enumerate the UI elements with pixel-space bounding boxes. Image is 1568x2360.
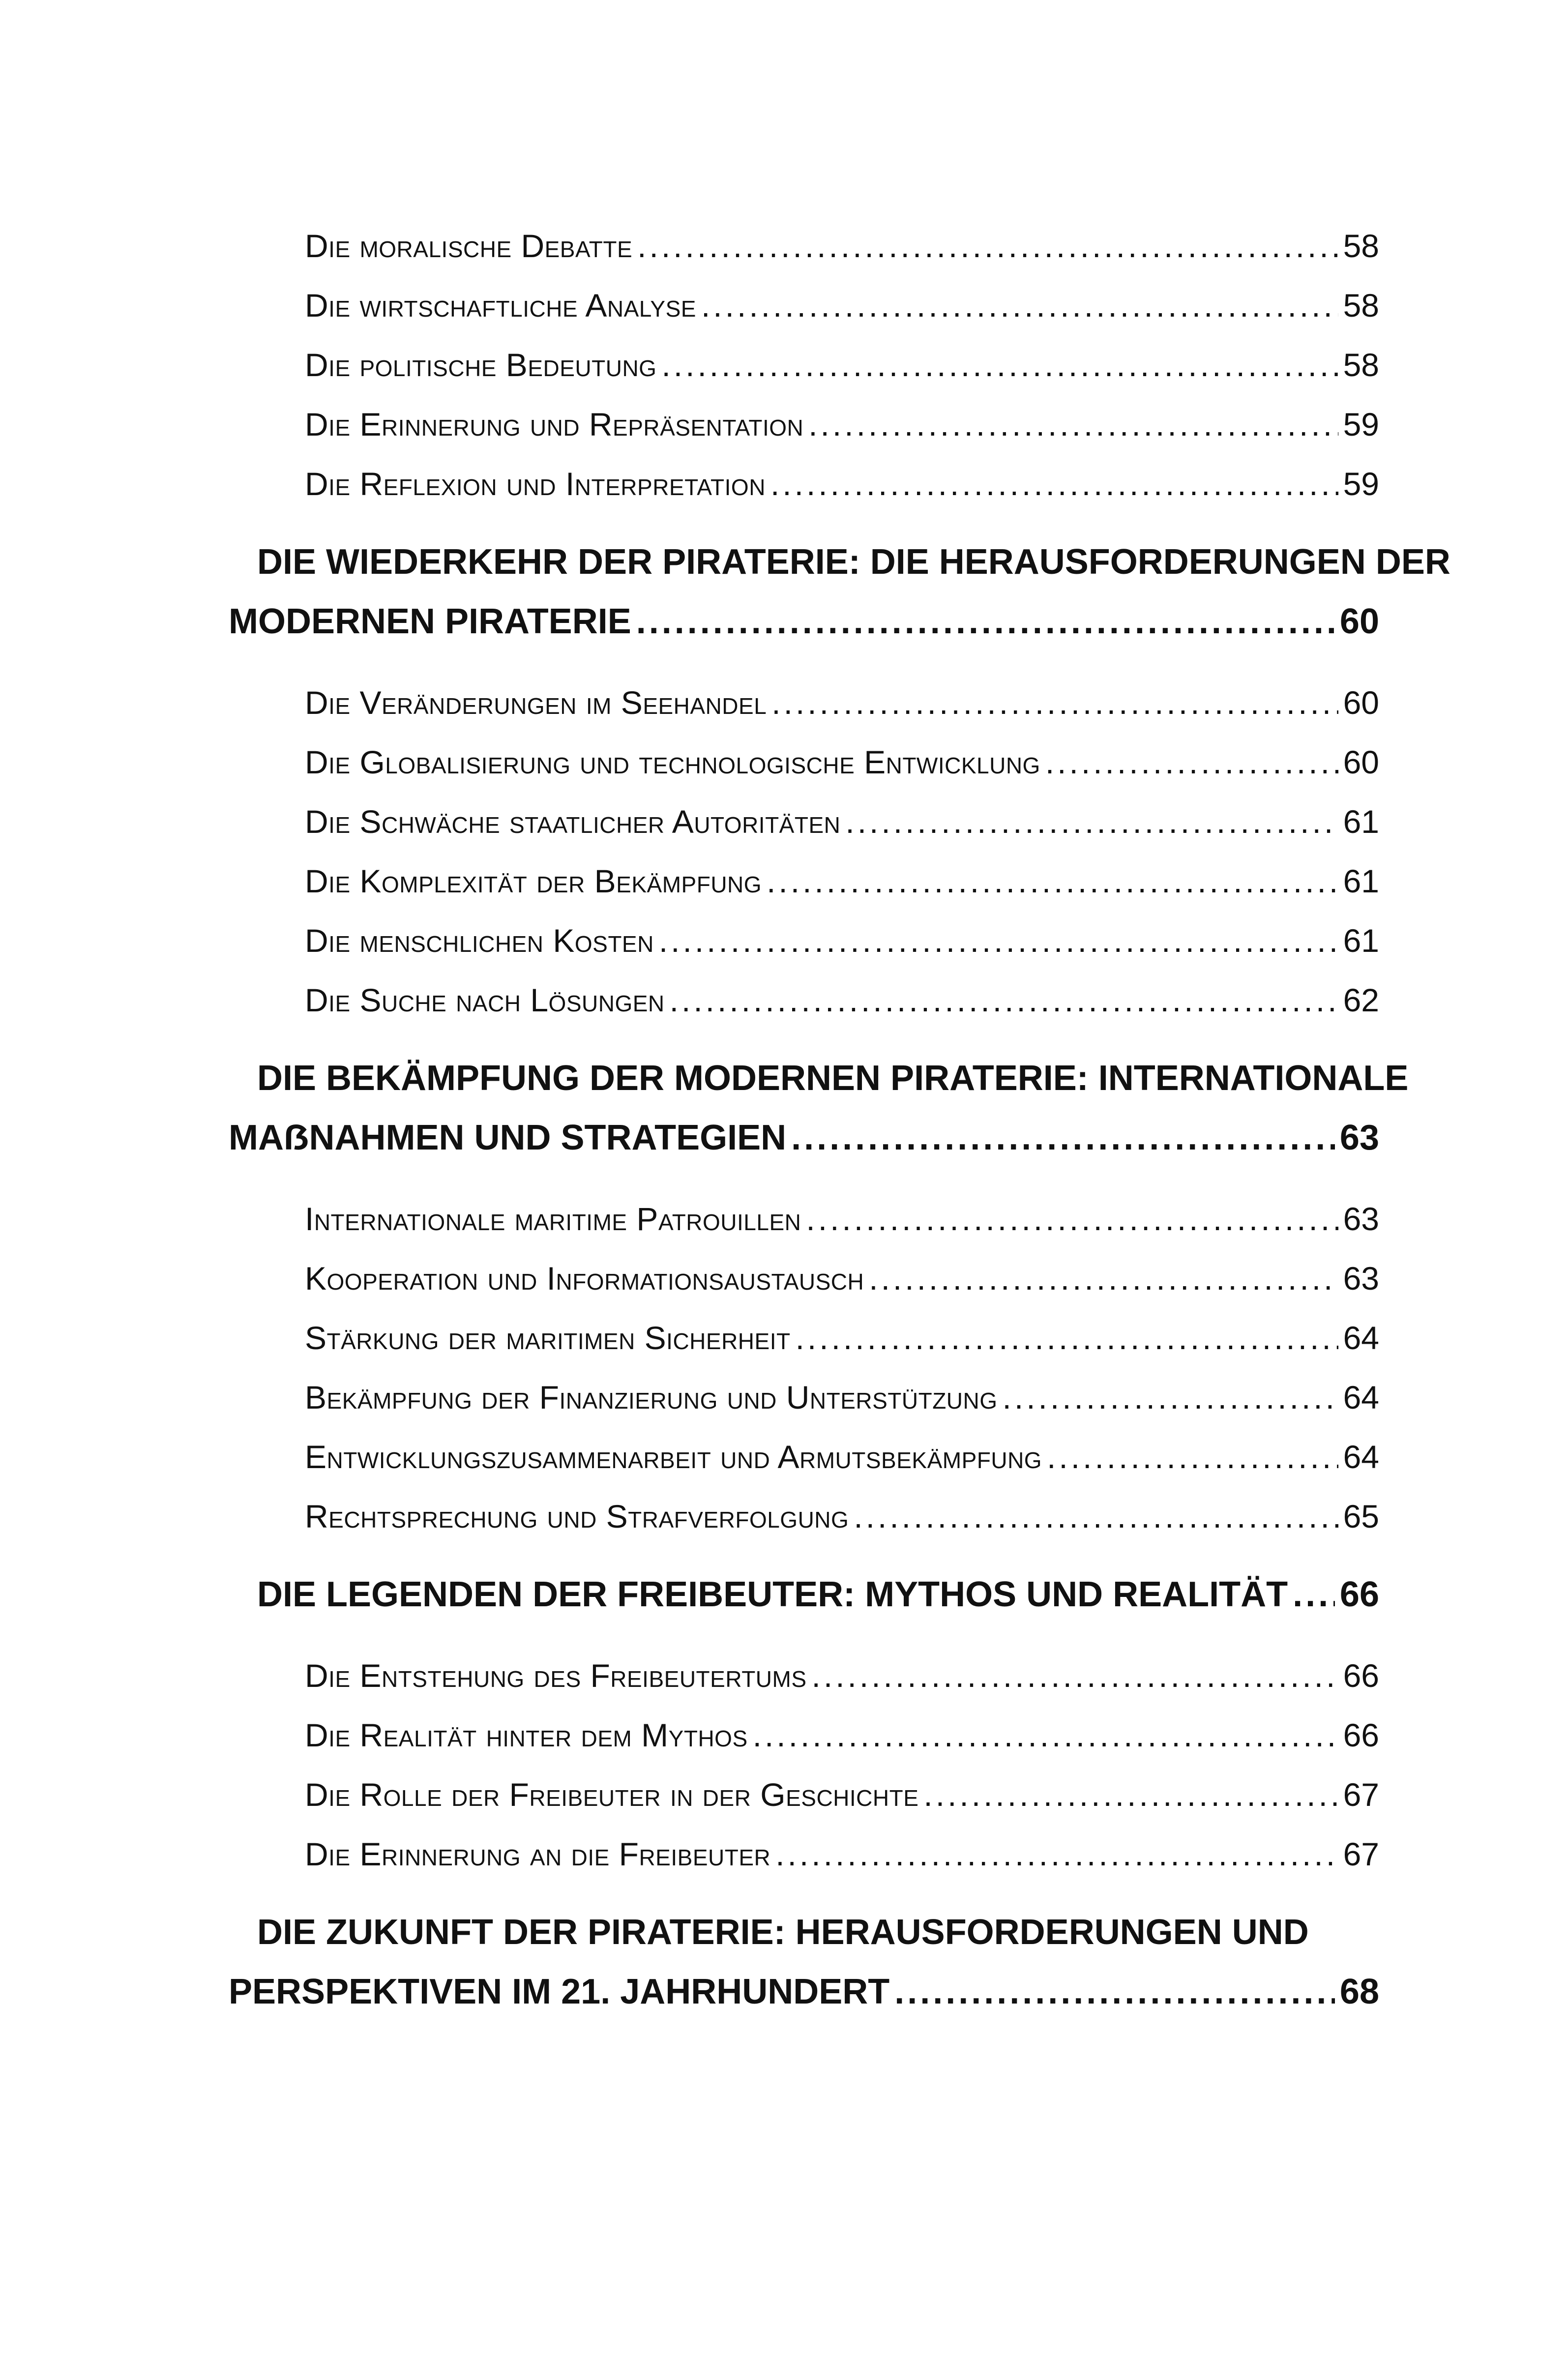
toc-entry-page: 58 <box>1343 347 1379 383</box>
dot-leader <box>636 592 1335 651</box>
toc-section-group <box>229 1189 1379 1546</box>
toc-entry-page: 59 <box>1343 406 1379 442</box>
toc-entry[interactable] <box>229 335 1379 395</box>
toc-chapter-entry[interactable] <box>229 1903 1379 2022</box>
toc-chapter-title-row <box>229 1108 1379 1168</box>
toc-entry-page: 67 <box>1343 1836 1379 1872</box>
toc-chapter-page: 60 <box>1339 602 1379 641</box>
toc-chapter-entry[interactable] <box>229 1049 1409 1168</box>
toc-entry[interactable] <box>229 1487 1379 1546</box>
toc-entry-title: Die menschlichen Kosten <box>305 922 654 959</box>
toc-chapter-title-line2: MAẞNAHMEN UND STRATEGIEN <box>229 1118 787 1157</box>
toc-entry-title: Die Schwäche staatlicher Autoritäten <box>305 803 841 840</box>
toc-chapter-page: 63 <box>1339 1118 1379 1157</box>
toc-entry[interactable] <box>229 1427 1379 1487</box>
toc-entry[interactable] <box>229 673 1379 733</box>
dot-leader <box>796 1308 1338 1368</box>
dot-leader <box>812 1646 1338 1706</box>
dot-leader <box>661 335 1338 395</box>
toc-entry-page: 64 <box>1343 1320 1379 1356</box>
dot-leader <box>845 792 1338 852</box>
dot-leader <box>670 971 1338 1030</box>
toc-chapter-title-line2: PERSPEKTIVEN IM 21. JAHRHUNDERT <box>229 1972 890 2011</box>
toc-entry[interactable] <box>229 454 1379 514</box>
dot-leader <box>923 1765 1338 1825</box>
toc-entry[interactable] <box>229 911 1379 971</box>
dot-leader <box>775 1825 1338 1884</box>
dot-leader <box>1047 1427 1338 1487</box>
toc-entry[interactable] <box>229 971 1379 1030</box>
dot-leader <box>894 1962 1335 2022</box>
toc-entry-title: Kooperation und Informationsaustausch <box>305 1260 864 1297</box>
toc-entry[interactable] <box>229 216 1379 276</box>
toc-entry[interactable] <box>229 852 1379 911</box>
dot-leader <box>869 1249 1338 1308</box>
toc-entry-title: Die Globalisierung und technologische Entwicklung <box>305 744 1040 780</box>
dot-leader <box>659 911 1338 971</box>
toc-entry-title: Rechtsprechung und Strafverfolgung <box>305 1498 849 1534</box>
toc-entry[interactable] <box>229 1368 1379 1427</box>
toc-entry[interactable] <box>229 792 1379 852</box>
toc-entry-title: Die Veränderungen im Seehandel <box>305 684 767 721</box>
toc-entry-page: 66 <box>1343 1657 1379 1694</box>
dot-leader <box>770 454 1338 514</box>
toc-chapter-title-row <box>229 1962 1379 2022</box>
dot-leader <box>1293 1565 1335 1624</box>
toc-entry-page: 64 <box>1343 1439 1379 1475</box>
toc-entry-title: Die Komplexität der Bekämpfung <box>305 863 762 899</box>
dot-leader <box>701 276 1338 335</box>
toc-entry[interactable] <box>229 733 1379 792</box>
dot-leader <box>806 1189 1338 1249</box>
dot-leader <box>637 216 1338 276</box>
toc-entry-page: 64 <box>1343 1379 1379 1416</box>
toc-entry-title: Die Rolle der Freibeuter in der Geschichte <box>305 1776 919 1813</box>
toc-chapter-title-line1: DIE BEKÄMPFUNG DER MODERNEN PIRATERIE: INTERNATIONALE <box>257 1059 1409 1098</box>
toc-chapter-title-line1: DIE ZUKUNFT DER PIRATERIE: HERAUSFORDERUNGEN UND <box>257 1913 1309 1952</box>
toc-entry-title: Stärkung der maritimen Sicherheit <box>305 1320 791 1356</box>
dot-leader <box>854 1487 1338 1546</box>
toc-entry-page: 66 <box>1343 1717 1379 1753</box>
toc-entry-page: 61 <box>1343 803 1379 840</box>
dot-leader <box>753 1706 1338 1765</box>
dot-leader <box>1003 1368 1338 1427</box>
toc-entry-title: Die Erinnerung an die Freibeuter <box>305 1836 771 1872</box>
toc-section-group <box>229 673 1379 1030</box>
toc-chapter-page: 66 <box>1339 1575 1379 1614</box>
toc-entry[interactable] <box>229 1825 1379 1884</box>
toc-entry[interactable] <box>229 1706 1379 1765</box>
toc-section-group <box>229 1646 1379 1884</box>
toc-entry-title: Entwicklungszusammenarbeit und Armutsbekämpfung <box>305 1439 1042 1475</box>
toc-entry-page: 63 <box>1343 1260 1379 1297</box>
toc-entry-title: Bekämpfung der Finanzierung und Unterstützung <box>305 1379 998 1416</box>
toc-chapter-page: 68 <box>1339 1972 1379 2011</box>
toc-chapter-title-row <box>229 1565 1379 1624</box>
toc-entry-page: 61 <box>1343 922 1379 959</box>
toc-section-group <box>229 216 1379 514</box>
toc-entry[interactable] <box>229 1308 1379 1368</box>
dot-leader <box>1045 733 1338 792</box>
toc-chapter-title-line1: DIE WIEDERKEHR DER PIRATERIE: DIE HERAUSFORDERUNGEN DER <box>257 542 1450 582</box>
toc-entry[interactable] <box>229 1249 1379 1308</box>
toc-entry-title: Internationale maritime Patrouillen <box>305 1201 801 1237</box>
toc-entry-page: 58 <box>1343 287 1379 324</box>
toc-entry[interactable] <box>229 276 1379 335</box>
toc-entry-title: Die Reflexion und Interpretation <box>305 466 766 502</box>
toc-entry-page: 67 <box>1343 1776 1379 1813</box>
toc-entry-page: 60 <box>1343 684 1379 721</box>
toc-entry-title: Die wirtschaftliche Analyse <box>305 287 696 324</box>
toc-entry-page: 62 <box>1343 982 1379 1018</box>
toc-chapter-entry[interactable] <box>229 1565 1379 1624</box>
toc-entry-title: Die Erinnerung und Repräsentation <box>305 406 804 442</box>
toc-chapter-title-line2: MODERNEN PIRATERIE <box>229 602 631 641</box>
toc-entry-title: Die Entstehung des Freibeutertums <box>305 1657 807 1694</box>
toc-entry-page: 60 <box>1343 744 1379 780</box>
dot-leader <box>791 1108 1335 1168</box>
toc-entry-page: 58 <box>1343 228 1379 264</box>
toc-entry-page: 59 <box>1343 466 1379 502</box>
toc-entry[interactable] <box>229 395 1379 454</box>
toc-entry-title: Die Suche nach Lösungen <box>305 982 665 1018</box>
toc-entry-title: Die Realität hinter dem Mythos <box>305 1717 748 1753</box>
toc-entry[interactable] <box>229 1189 1379 1249</box>
toc-entry-title: Die politische Bedeutung <box>305 347 657 383</box>
toc-entry-page: 65 <box>1343 1498 1379 1534</box>
toc-entry[interactable] <box>229 1646 1379 1706</box>
dot-leader <box>808 395 1338 454</box>
dot-leader <box>771 673 1338 733</box>
table-of-contents <box>229 216 1450 2043</box>
toc-entry-page: 63 <box>1343 1201 1379 1237</box>
toc-entry-title: Die moralische Debatte <box>305 228 633 264</box>
toc-entry-page: 61 <box>1343 863 1379 899</box>
toc-chapter-entry[interactable] <box>229 532 1450 651</box>
toc-entry[interactable] <box>229 1765 1379 1825</box>
dot-leader <box>767 852 1338 911</box>
toc-chapter-title-line1: DIE LEGENDEN DER FREIBEUTER: MYTHOS UND REALITÄT <box>257 1575 1288 1614</box>
toc-chapter-title-row <box>229 592 1379 651</box>
